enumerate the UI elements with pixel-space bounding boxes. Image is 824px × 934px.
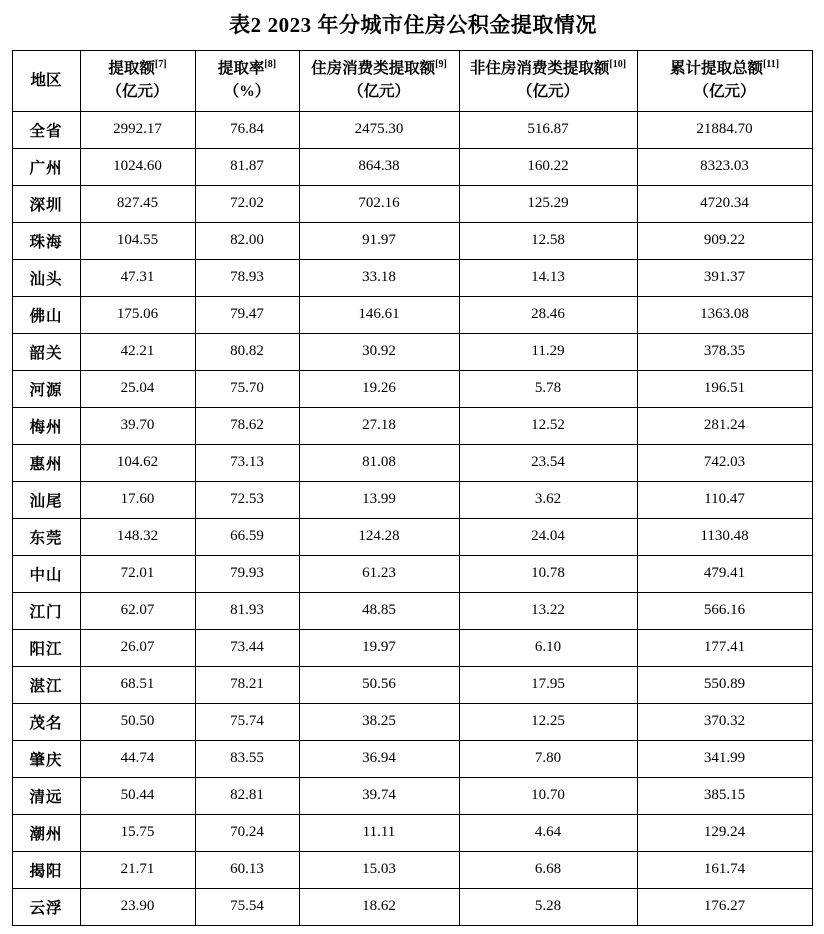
cell-withdrawal-rate: 79.47 [195,296,299,333]
cell-region: 潮州 [12,814,80,851]
table-row [12,444,812,481]
cell-withdrawal-amount: 17.60 [80,481,195,518]
column-header-rate-line1: 提取率[8] [217,58,277,77]
table-row [12,703,812,740]
cell-housing-consumption-amount: 33.18 [299,259,459,296]
cell-cumulative-total-amount: 742.03 [637,444,812,481]
cell-withdrawal-amount: 42.21 [80,333,195,370]
cell-nonhousing-consumption-amount: 516.87 [459,111,637,148]
column-header-nonhousing-consumption-line2: （亿元） [516,83,579,101]
table-row [12,851,812,888]
cell-nonhousing-consumption-amount: 11.29 [459,333,637,370]
column-header-amount-line1: 提取额[7] [108,58,167,77]
cell-withdrawal-rate: 79.93 [195,555,299,592]
table-row [12,888,812,925]
cell-cumulative-total-amount: 161.74 [637,851,812,888]
cell-nonhousing-consumption-amount: 12.25 [459,703,637,740]
cell-region: 佛山 [12,296,80,333]
table-row [12,814,812,851]
cell-cumulative-total-amount: 21884.70 [637,111,812,148]
cell-housing-consumption-amount: 48.85 [299,592,459,629]
column-header-housing-consumption-line1: 住房消费类提取额[9] [311,58,447,77]
cell-withdrawal-amount: 62.07 [80,592,195,629]
table-row [12,592,812,629]
cell-withdrawal-amount: 26.07 [80,629,195,666]
cell-cumulative-total-amount: 391.37 [637,259,812,296]
table-row [12,222,812,259]
cell-region: 中山 [12,555,80,592]
cell-cumulative-total-amount: 281.24 [637,407,812,444]
table-number: 表2 [229,13,262,37]
column-header-cumulative-total-line1: 累计提取总额[11] [669,58,780,77]
cell-cumulative-total-amount: 370.32 [637,703,812,740]
cell-nonhousing-consumption-amount: 7.80 [459,740,637,777]
cell-housing-consumption-amount: 11.11 [299,814,459,851]
cell-cumulative-total-amount: 177.41 [637,629,812,666]
cell-region: 东莞 [12,518,80,555]
cell-nonhousing-consumption-amount: 5.28 [459,888,637,925]
cell-withdrawal-amount: 104.55 [80,222,195,259]
cell-region: 湛江 [12,666,80,703]
table-row [12,666,812,703]
cell-withdrawal-amount: 148.32 [80,518,195,555]
cell-region: 肇庆 [12,740,80,777]
cell-nonhousing-consumption-amount: 160.22 [459,148,637,185]
cell-region: 茂名 [12,703,80,740]
column-header-nonhousing-consumption-line1: 非住房消费类提取额[10] [469,58,627,77]
cell-housing-consumption-amount: 18.62 [299,888,459,925]
cell-withdrawal-amount: 44.74 [80,740,195,777]
cell-nonhousing-consumption-amount: 13.22 [459,592,637,629]
cell-withdrawal-rate: 76.84 [195,111,299,148]
column-header-cumulative-total-line2: （亿元） [693,83,756,101]
cell-withdrawal-rate: 83.55 [195,740,299,777]
cell-housing-consumption-amount: 27.18 [299,407,459,444]
cell-region: 梅州 [12,407,80,444]
cell-withdrawal-rate: 60.13 [195,851,299,888]
cell-region: 云浮 [12,888,80,925]
cell-cumulative-total-amount: 385.15 [637,777,812,814]
cell-withdrawal-amount: 68.51 [80,666,195,703]
cell-withdrawal-rate: 81.93 [195,592,299,629]
cell-cumulative-total-amount: 479.41 [637,555,812,592]
cell-withdrawal-rate: 66.59 [195,518,299,555]
cell-region: 清远 [12,777,80,814]
cell-housing-consumption-amount: 38.25 [299,703,459,740]
cell-housing-consumption-amount: 146.61 [299,296,459,333]
cell-withdrawal-amount: 2992.17 [80,111,195,148]
cell-withdrawal-amount: 72.01 [80,555,195,592]
cell-nonhousing-consumption-amount: 3.62 [459,481,637,518]
cell-withdrawal-amount: 104.62 [80,444,195,481]
footnote-marker-8: [8] [264,58,277,70]
cell-nonhousing-consumption-amount: 10.78 [459,555,637,592]
column-header-amount [80,51,195,112]
housing-fund-withdrawal-table [12,50,813,926]
cell-housing-consumption-amount: 91.97 [299,222,459,259]
cell-housing-consumption-amount: 2475.30 [299,111,459,148]
cell-withdrawal-rate: 73.13 [195,444,299,481]
cell-withdrawal-amount: 50.50 [80,703,195,740]
cell-housing-consumption-amount: 30.92 [299,333,459,370]
cell-withdrawal-rate: 73.44 [195,629,299,666]
cell-cumulative-total-amount: 1363.08 [637,296,812,333]
cell-withdrawal-amount: 23.90 [80,888,195,925]
column-header-amount-line2: （亿元） [106,83,169,101]
footnote-marker-9: [9] [435,58,447,70]
cell-nonhousing-consumption-amount: 24.04 [459,518,637,555]
cell-cumulative-total-amount: 4720.34 [637,185,812,222]
cell-region: 惠州 [12,444,80,481]
cell-nonhousing-consumption-amount: 10.70 [459,777,637,814]
table-row [12,111,812,148]
cell-cumulative-total-amount: 566.16 [637,592,812,629]
cell-withdrawal-rate: 78.21 [195,666,299,703]
column-header-region [12,51,80,112]
cell-nonhousing-consumption-amount: 28.46 [459,296,637,333]
cell-nonhousing-consumption-amount: 23.54 [459,444,637,481]
cell-housing-consumption-amount: 19.26 [299,370,459,407]
cell-cumulative-total-amount: 378.35 [637,333,812,370]
cell-withdrawal-amount: 25.04 [80,370,195,407]
table-row [12,185,812,222]
cell-cumulative-total-amount: 129.24 [637,814,812,851]
cell-housing-consumption-amount: 13.99 [299,481,459,518]
footnote-marker-10: [10] [609,58,627,70]
cell-housing-consumption-amount: 15.03 [299,851,459,888]
cell-withdrawal-rate: 82.81 [195,777,299,814]
column-header-rate-line2: （%） [223,83,271,101]
column-header-rate [195,51,299,112]
cell-nonhousing-consumption-amount: 5.78 [459,370,637,407]
cell-withdrawal-rate: 75.74 [195,703,299,740]
cell-cumulative-total-amount: 196.51 [637,370,812,407]
table-row [12,740,812,777]
cell-withdrawal-rate: 72.53 [195,481,299,518]
cell-nonhousing-consumption-amount: 4.64 [459,814,637,851]
table-row [12,518,812,555]
cell-cumulative-total-amount: 110.47 [637,481,812,518]
cell-nonhousing-consumption-amount: 14.13 [459,259,637,296]
cell-housing-consumption-amount: 61.23 [299,555,459,592]
cell-region: 河源 [12,370,80,407]
cell-withdrawal-amount: 39.70 [80,407,195,444]
cell-region: 江门 [12,592,80,629]
table-row [12,555,812,592]
cell-withdrawal-amount: 1024.60 [80,148,195,185]
cell-withdrawal-amount: 50.44 [80,777,195,814]
cell-cumulative-total-amount: 909.22 [637,222,812,259]
table-row [12,407,812,444]
cell-nonhousing-consumption-amount: 12.58 [459,222,637,259]
table-body [12,111,812,925]
cell-region: 深圳 [12,185,80,222]
cell-withdrawal-rate: 75.54 [195,888,299,925]
table-row [12,333,812,370]
cell-housing-consumption-amount: 39.74 [299,777,459,814]
cell-nonhousing-consumption-amount: 6.10 [459,629,637,666]
cell-withdrawal-amount: 21.71 [80,851,195,888]
cell-withdrawal-rate: 81.87 [195,148,299,185]
cell-cumulative-total-amount: 550.89 [637,666,812,703]
cell-region: 阳江 [12,629,80,666]
cell-withdrawal-rate: 78.62 [195,407,299,444]
cell-housing-consumption-amount: 19.97 [299,629,459,666]
column-header-region-line1: 地区 [30,71,62,89]
column-header-housing-consumption-line2: （亿元） [347,83,410,101]
cell-housing-consumption-amount: 81.08 [299,444,459,481]
cell-housing-consumption-amount: 50.56 [299,666,459,703]
cell-nonhousing-consumption-amount: 6.68 [459,851,637,888]
cell-cumulative-total-amount: 1130.48 [637,518,812,555]
footnote-marker-11: [11] [762,58,780,70]
table-title-text: 2023 年分城市住房公积金提取情况 [267,13,597,37]
cell-withdrawal-rate: 80.82 [195,333,299,370]
column-header-cumulative-total [637,51,812,112]
column-header-housing-consumption [299,51,459,112]
cell-withdrawal-rate: 72.02 [195,185,299,222]
cell-region: 汕尾 [12,481,80,518]
cell-withdrawal-rate: 82.00 [195,222,299,259]
cell-region: 广州 [12,148,80,185]
table-row [12,481,812,518]
cell-withdrawal-rate: 75.70 [195,370,299,407]
cell-withdrawal-amount: 15.75 [80,814,195,851]
cell-housing-consumption-amount: 124.28 [299,518,459,555]
cell-region: 揭阳 [12,851,80,888]
table-row [12,296,812,333]
cell-region: 全省 [12,111,80,148]
cell-withdrawal-amount: 47.31 [80,259,195,296]
cell-withdrawal-rate: 70.24 [195,814,299,851]
cell-nonhousing-consumption-amount: 12.52 [459,407,637,444]
cell-withdrawal-amount: 175.06 [80,296,195,333]
cell-cumulative-total-amount: 8323.03 [637,148,812,185]
cell-cumulative-total-amount: 341.99 [637,740,812,777]
cell-region: 珠海 [12,222,80,259]
column-header-nonhousing-consumption [459,51,637,112]
cell-housing-consumption-amount: 702.16 [299,185,459,222]
table-row [12,148,812,185]
table-row [12,777,812,814]
cell-region: 汕头 [12,259,80,296]
page-title [0,0,824,50]
cell-region: 韶关 [12,333,80,370]
table-header [12,51,812,112]
cell-housing-consumption-amount: 36.94 [299,740,459,777]
table-row [12,370,812,407]
table-header-row [12,51,812,112]
cell-housing-consumption-amount: 864.38 [299,148,459,185]
cell-nonhousing-consumption-amount: 17.95 [459,666,637,703]
footnote-marker-7: [7] [154,58,167,70]
table-row [12,629,812,666]
cell-withdrawal-amount: 827.45 [80,185,195,222]
cell-cumulative-total-amount: 176.27 [637,888,812,925]
cell-nonhousing-consumption-amount: 125.29 [459,185,637,222]
cell-withdrawal-rate: 78.93 [195,259,299,296]
table-row [12,259,812,296]
